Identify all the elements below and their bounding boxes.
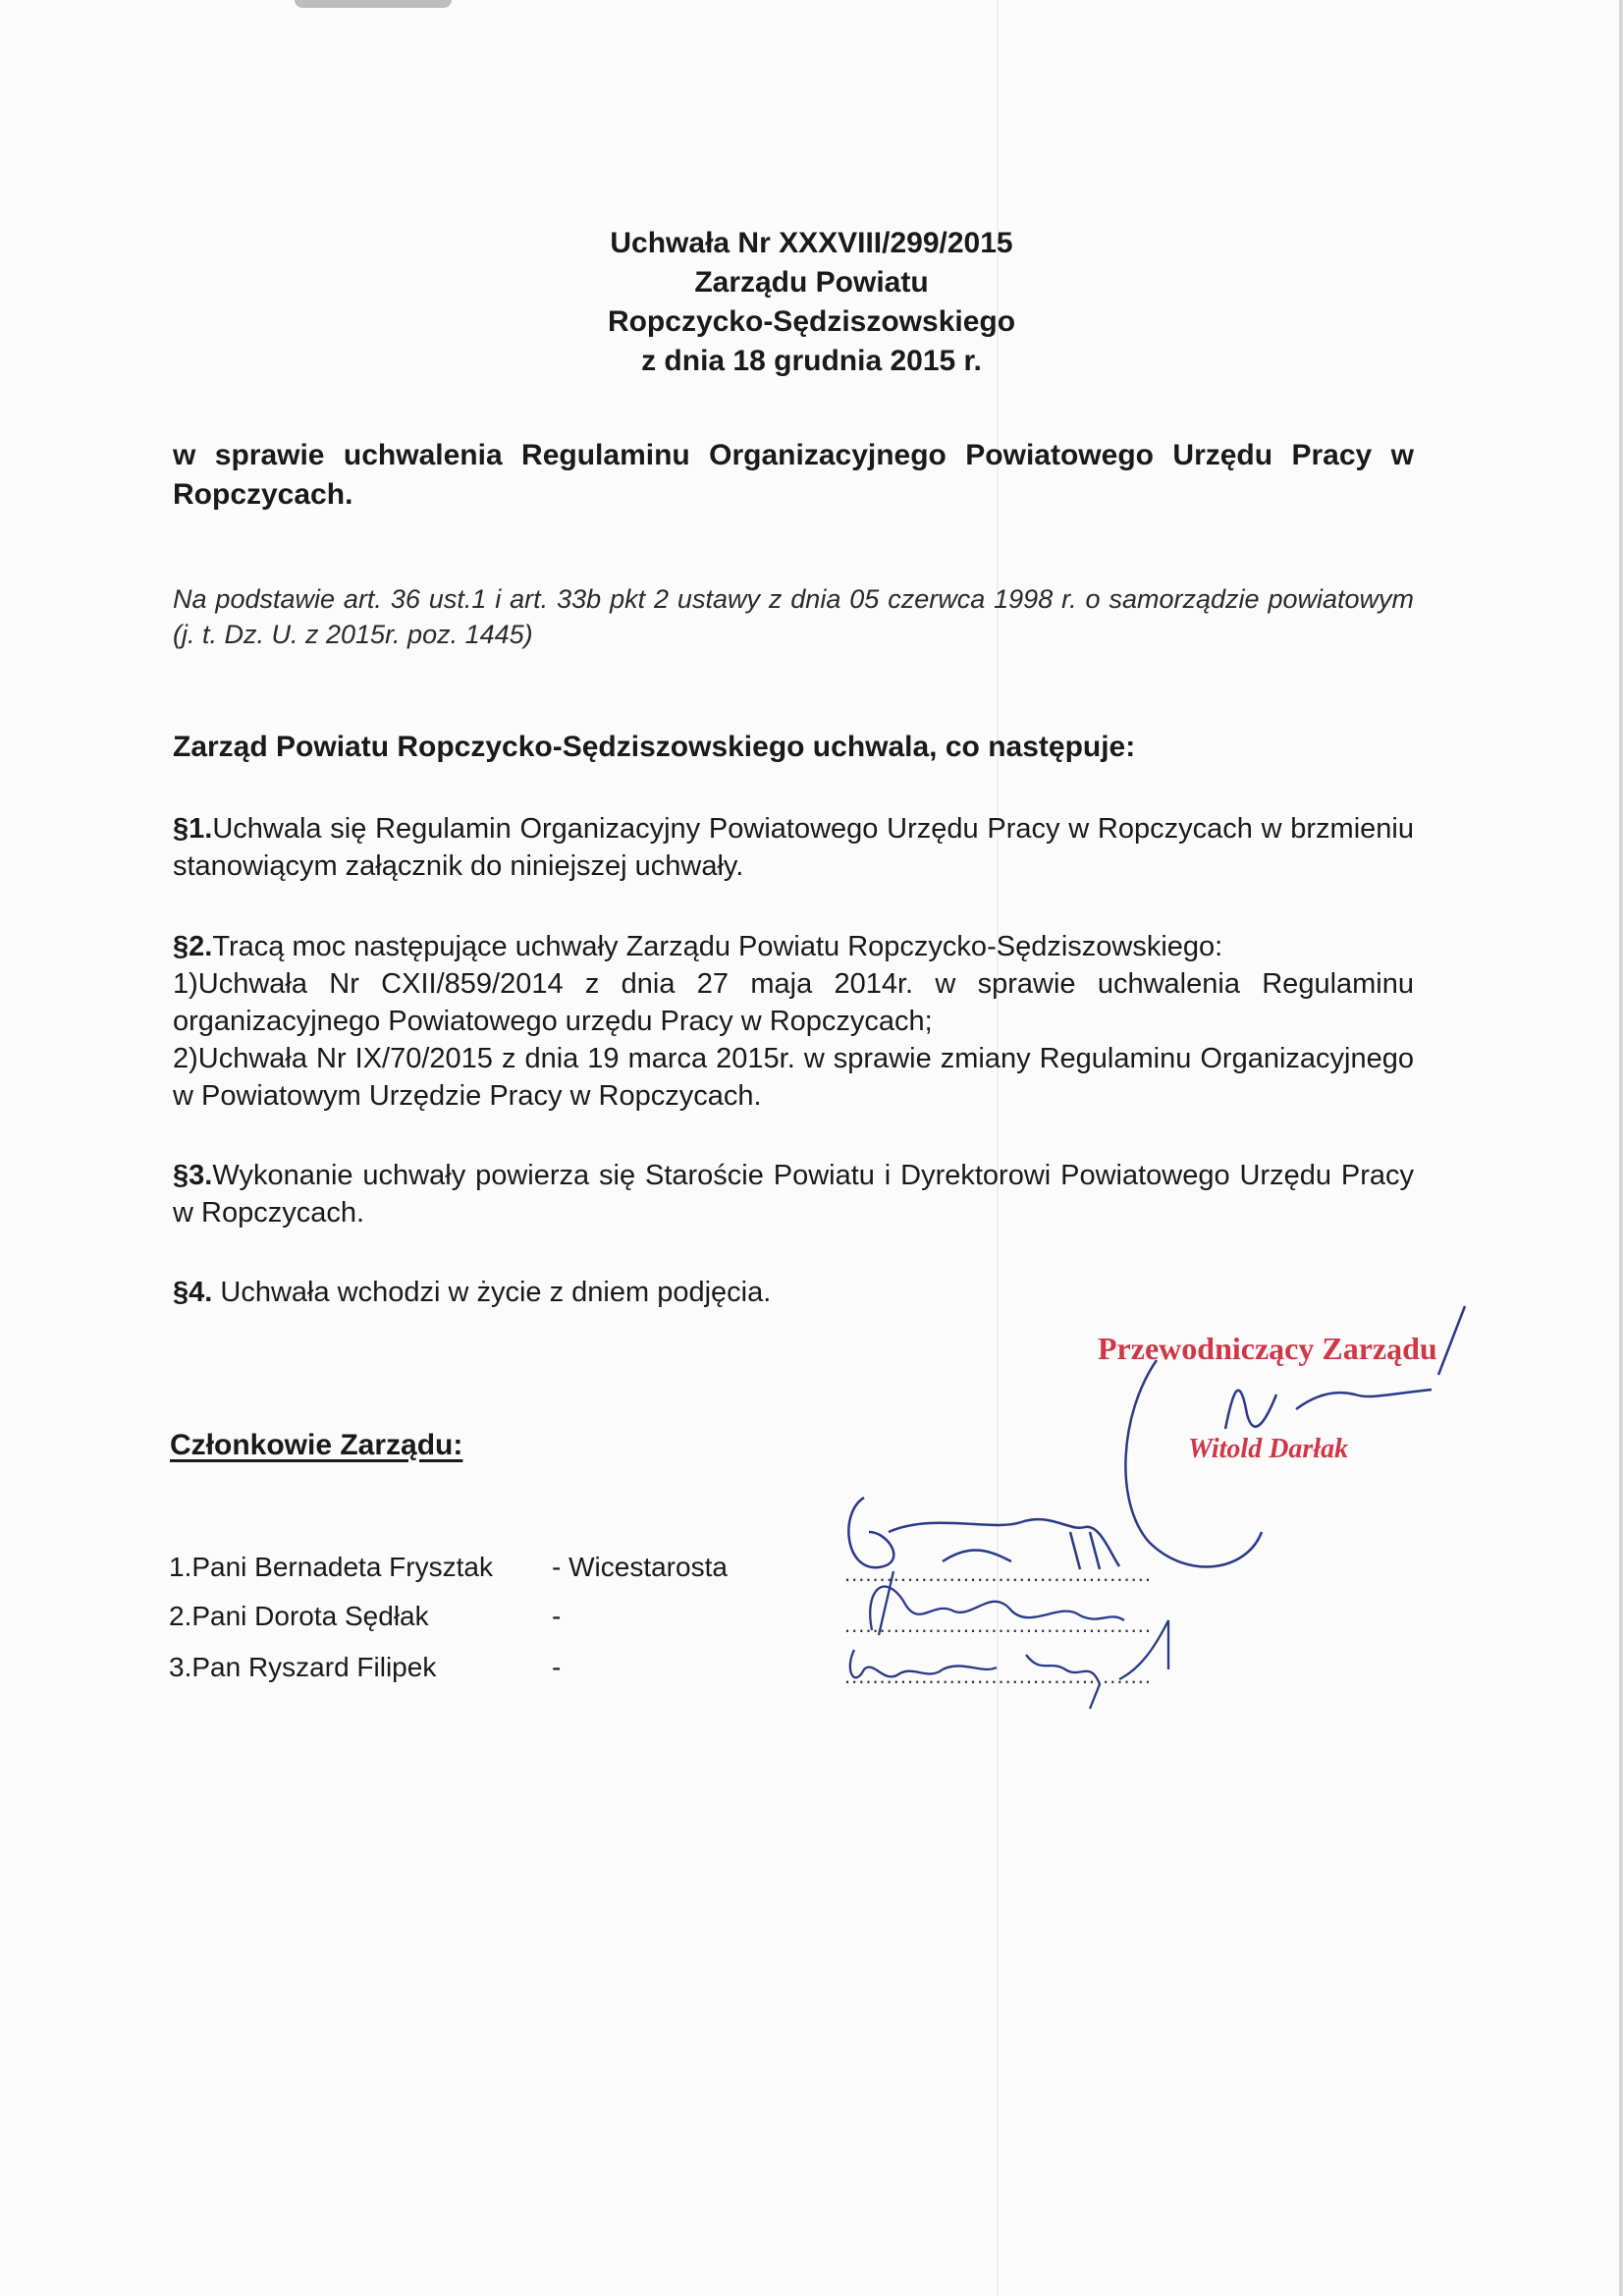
member-name: 3.Pan Ryszard Filipek [169,1652,437,1682]
resolves-statement: Zarząd Powiatu Ropczycko-Sędziszowskiego uchwala, co następuje: [173,731,1136,763]
section-2-intro: Tracą moc następujące uchwały Zarządu Powiatu Ropczycko-Sędziszowskiego: [212,931,1223,962]
section-2 [173,928,1414,1115]
stamp-name: Witold Darłak [1188,1434,1349,1464]
members-title: Członkowie Zarządu: [170,1429,463,1461]
section-1 [173,810,1414,885]
member-name: 1.Pani Bernadeta Frysztak [169,1552,493,1582]
resolution-header [0,224,1623,381]
issuing-county: Ropczycko-Sędziszowskiego [607,305,1016,338]
resolution-number: Uchwała Nr XXXVIII/299/2015 [610,227,1013,259]
issuing-body: Zarządu Powiatu [694,266,929,299]
section-1-mark: §1. [173,813,213,845]
section-2-item-1: 1)Uchwała Nr CXII/859/2014 z dnia 27 maja 2014r. w sprawie uchwalenia Regulaminu organizacyjnego Powiatowego urzędu Pracy w Ropczycach; [173,968,1414,1037]
section-2-item-2: 2)Uchwała Nr IX/70/2015 z dnia 19 marca 2015r. w sprawie zmiany Regulaminu Organizacyjnego w Powiatowym Urzędzie Pracy w Ropczycach. [173,1043,1414,1112]
scan-smudge [295,0,452,8]
section-3 [173,1157,1414,1231]
member-name: 2.Pani Dorota Sędłak [169,1601,429,1631]
signature-line: ............................................ [844,1561,1152,1586]
signature-line: ............................................ [844,1613,1152,1637]
resolution-date: z dnia 18 grudnia 2015 r. [641,345,982,377]
resolution-subject: w sprawie uchwalenia Regulaminu Organizacyjnego Powiatowego Urzędu Pracy w Ropczycach. [173,439,1414,511]
section-4-text: Uchwała wchodzi w życie z dniem podjęcia. [212,1277,772,1308]
section-4 [173,1274,1414,1311]
section-4-mark: §4. [173,1277,213,1308]
legal-basis: Na podstawie art. 36 ust.1 i art. 33b pkt 2 ustawy z dnia 05 czerwca 1998 r. o samorządzie powiatowym (j. t. Dz. U. z 2015r. poz. 1445) [173,584,1414,649]
section-1-text: Uchwala się Regulamin Organizacyjny Powiatowego Urzędu Pracy w Ropczycach w brzmieniu stanowiącym załącznik do niniejszej uchwały. [173,813,1414,882]
member-role: - [552,1652,562,1682]
stamp-title: Przewodniczący Zarządu [1098,1331,1437,1366]
section-2-mark: §2. [173,931,213,962]
chairman-signature-scribble [1225,1306,1465,1429]
section-3-mark: §3. [173,1160,213,1191]
member-role: - [552,1601,562,1631]
member-role: - Wicestarosta [552,1552,728,1582]
member-1-signature [848,1498,1119,1569]
section-3-text: Wykonanie uchwały powierza się Staroście Powiatu i Dyrektorowi Powiatowego Urzędu Pracy w Ropczycach. [173,1160,1414,1229]
signature-line: ............................................ [844,1664,1152,1688]
